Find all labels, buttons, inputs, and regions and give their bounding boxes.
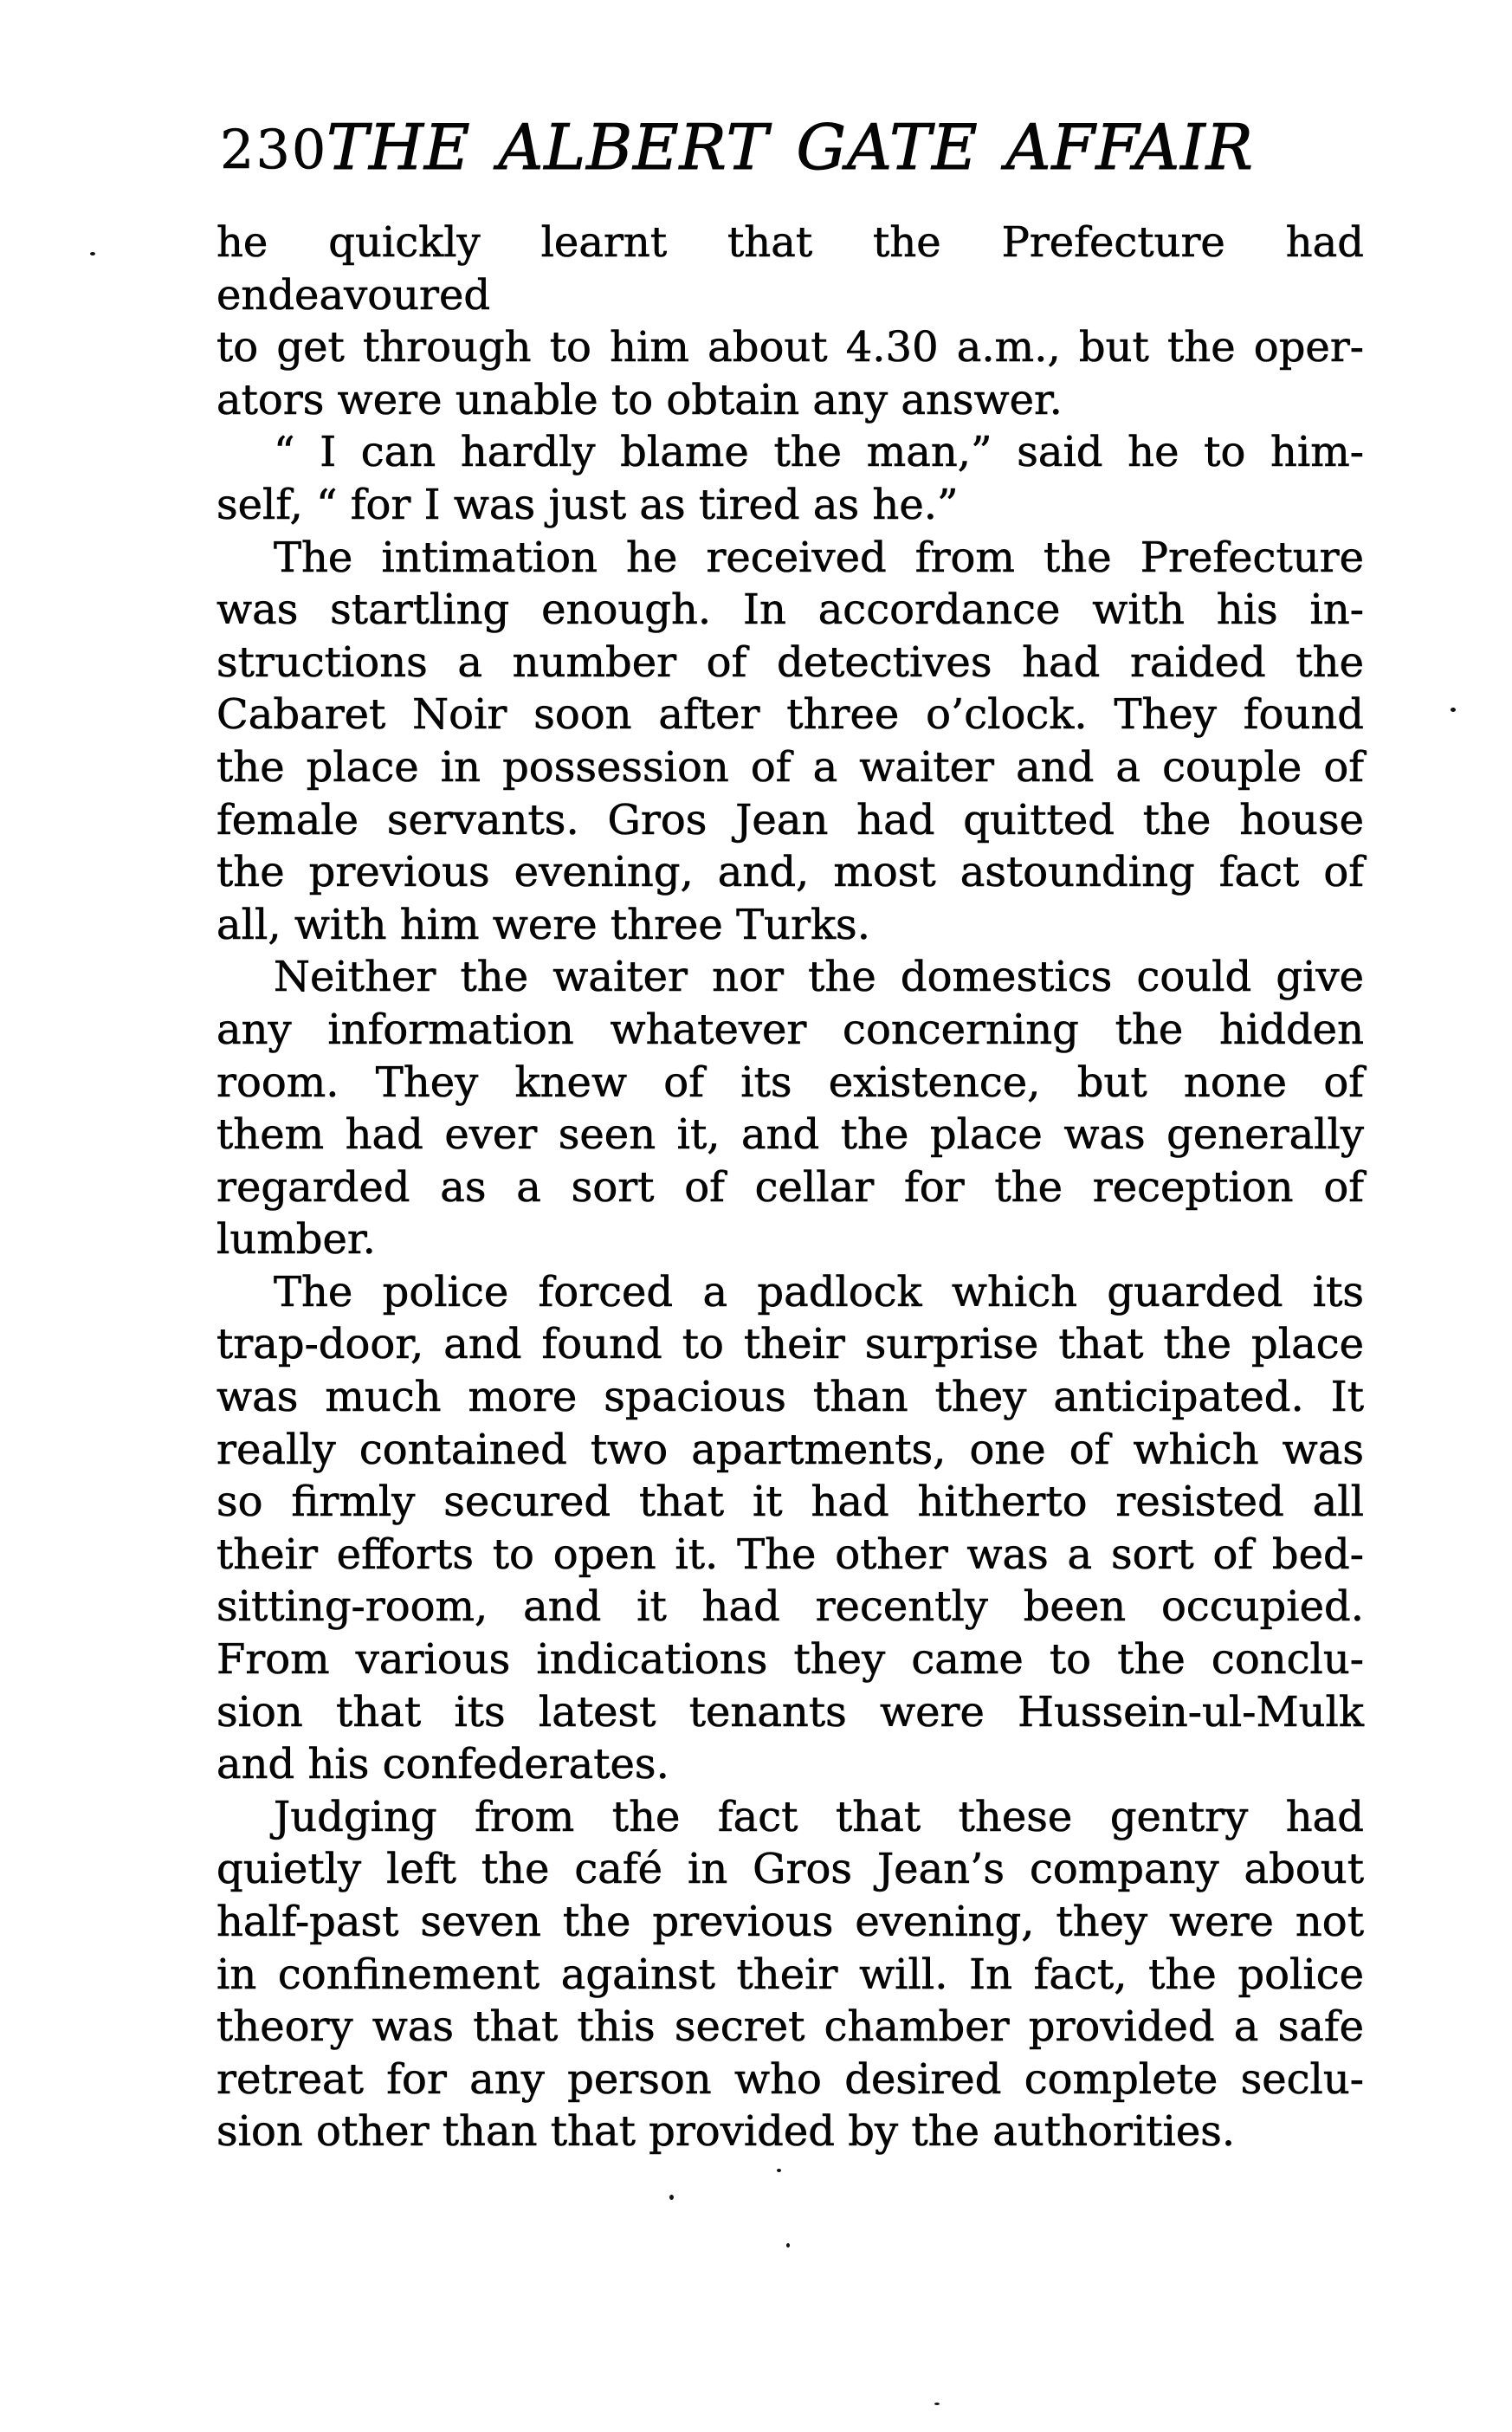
- text-line: retreat for any person who desired complete seclu-: [216, 2054, 1364, 2104]
- page-number: 230: [220, 118, 328, 181]
- text-line: The intimation he received from the Prefecture: [274, 533, 1364, 582]
- text-line: he quickly learnt that the Prefecture had endeavoured: [216, 218, 1364, 320]
- text-line: “ I can hardly blame the man,” said he to him-: [274, 428, 1364, 477]
- text-line: their efforts to open it. The other was a sort of bed-: [216, 1530, 1364, 1579]
- text-line: really contained two apartments, one of which was: [216, 1425, 1364, 1474]
- text-line: ators were unable to obtain any answer.: [216, 375, 1063, 424]
- page-body: [216, 217, 1364, 2158]
- text-line: was startling enough. In accordance with his in-: [216, 585, 1364, 635]
- text-line: room. They knew of its existence, but none of: [216, 1058, 1364, 1107]
- text-line: in confinement against their will. In fact, the police: [216, 1950, 1364, 1999]
- scan-speck: [934, 2403, 940, 2405]
- text-line: sitting-room, and it had recently been occupied.: [216, 1582, 1364, 1632]
- text-line: theory was that this secret chamber provided a safe: [216, 2002, 1364, 2052]
- text-line: so firmly secured that it had hitherto resisted all: [216, 1478, 1364, 1527]
- text-line: From various indications they came to the conclu-: [216, 1635, 1364, 1685]
- text-line: Judging from the fact that these gentry had: [274, 1792, 1364, 1841]
- text-line: half-past seven the previous evening, they were not: [216, 1898, 1364, 1946]
- text-line: self, “ for I was just as tired as he.”: [216, 480, 959, 529]
- text-line: and his confederates.: [216, 1740, 669, 1789]
- text-line: quietly left the café in Gros Jean’s company about: [216, 1845, 1364, 1894]
- text-line: sion other than that provided by the authorities.: [216, 2107, 1236, 2157]
- scan-speck: [1451, 708, 1456, 712]
- text-line: all, with him were three Turks.: [216, 900, 870, 949]
- scan-speck: [777, 2169, 781, 2172]
- text-line: the previous evening, and, most astounding fact of: [216, 848, 1364, 897]
- text-line: Cabaret Noir soon after three o’clock. They found: [216, 690, 1364, 740]
- running-header: [216, 113, 1364, 182]
- text-line: any information whatever concerning the hidden: [216, 1005, 1364, 1054]
- text-line: was much more spacious than they anticipated. It: [216, 1373, 1364, 1422]
- text-line: the place in possession of a waiter and a couple of: [216, 742, 1364, 792]
- text-line: female servants. Gros Jean had quitted the house: [216, 795, 1364, 844]
- scan-speck: [90, 252, 95, 255]
- text-line: lumber.: [216, 1215, 376, 1265]
- scan-speck: [786, 2243, 790, 2248]
- text-line: to get through to him about 4.30 a.m., but the oper-: [216, 323, 1364, 372]
- text-line: them had ever seen it, and the place was generally: [216, 1110, 1364, 1160]
- text-line: The police forced a padlock which guarded its: [274, 1267, 1364, 1316]
- text-line: structions a number of detectives had raided the: [216, 637, 1364, 687]
- text-line: sion that its latest tenants were Hussein-ul-Mulk: [216, 1687, 1364, 1737]
- text-line: trap-door, and found to their surprise that the place: [216, 1320, 1364, 1369]
- text-line: regarded as a sort of cellar for the reception of: [216, 1162, 1364, 1212]
- scan-speck: [669, 2195, 674, 2200]
- text-line: Neither the waiter nor the domestics could give: [274, 953, 1364, 1002]
- running-title: THE ALBERT GATE AFFAIR: [326, 111, 1254, 184]
